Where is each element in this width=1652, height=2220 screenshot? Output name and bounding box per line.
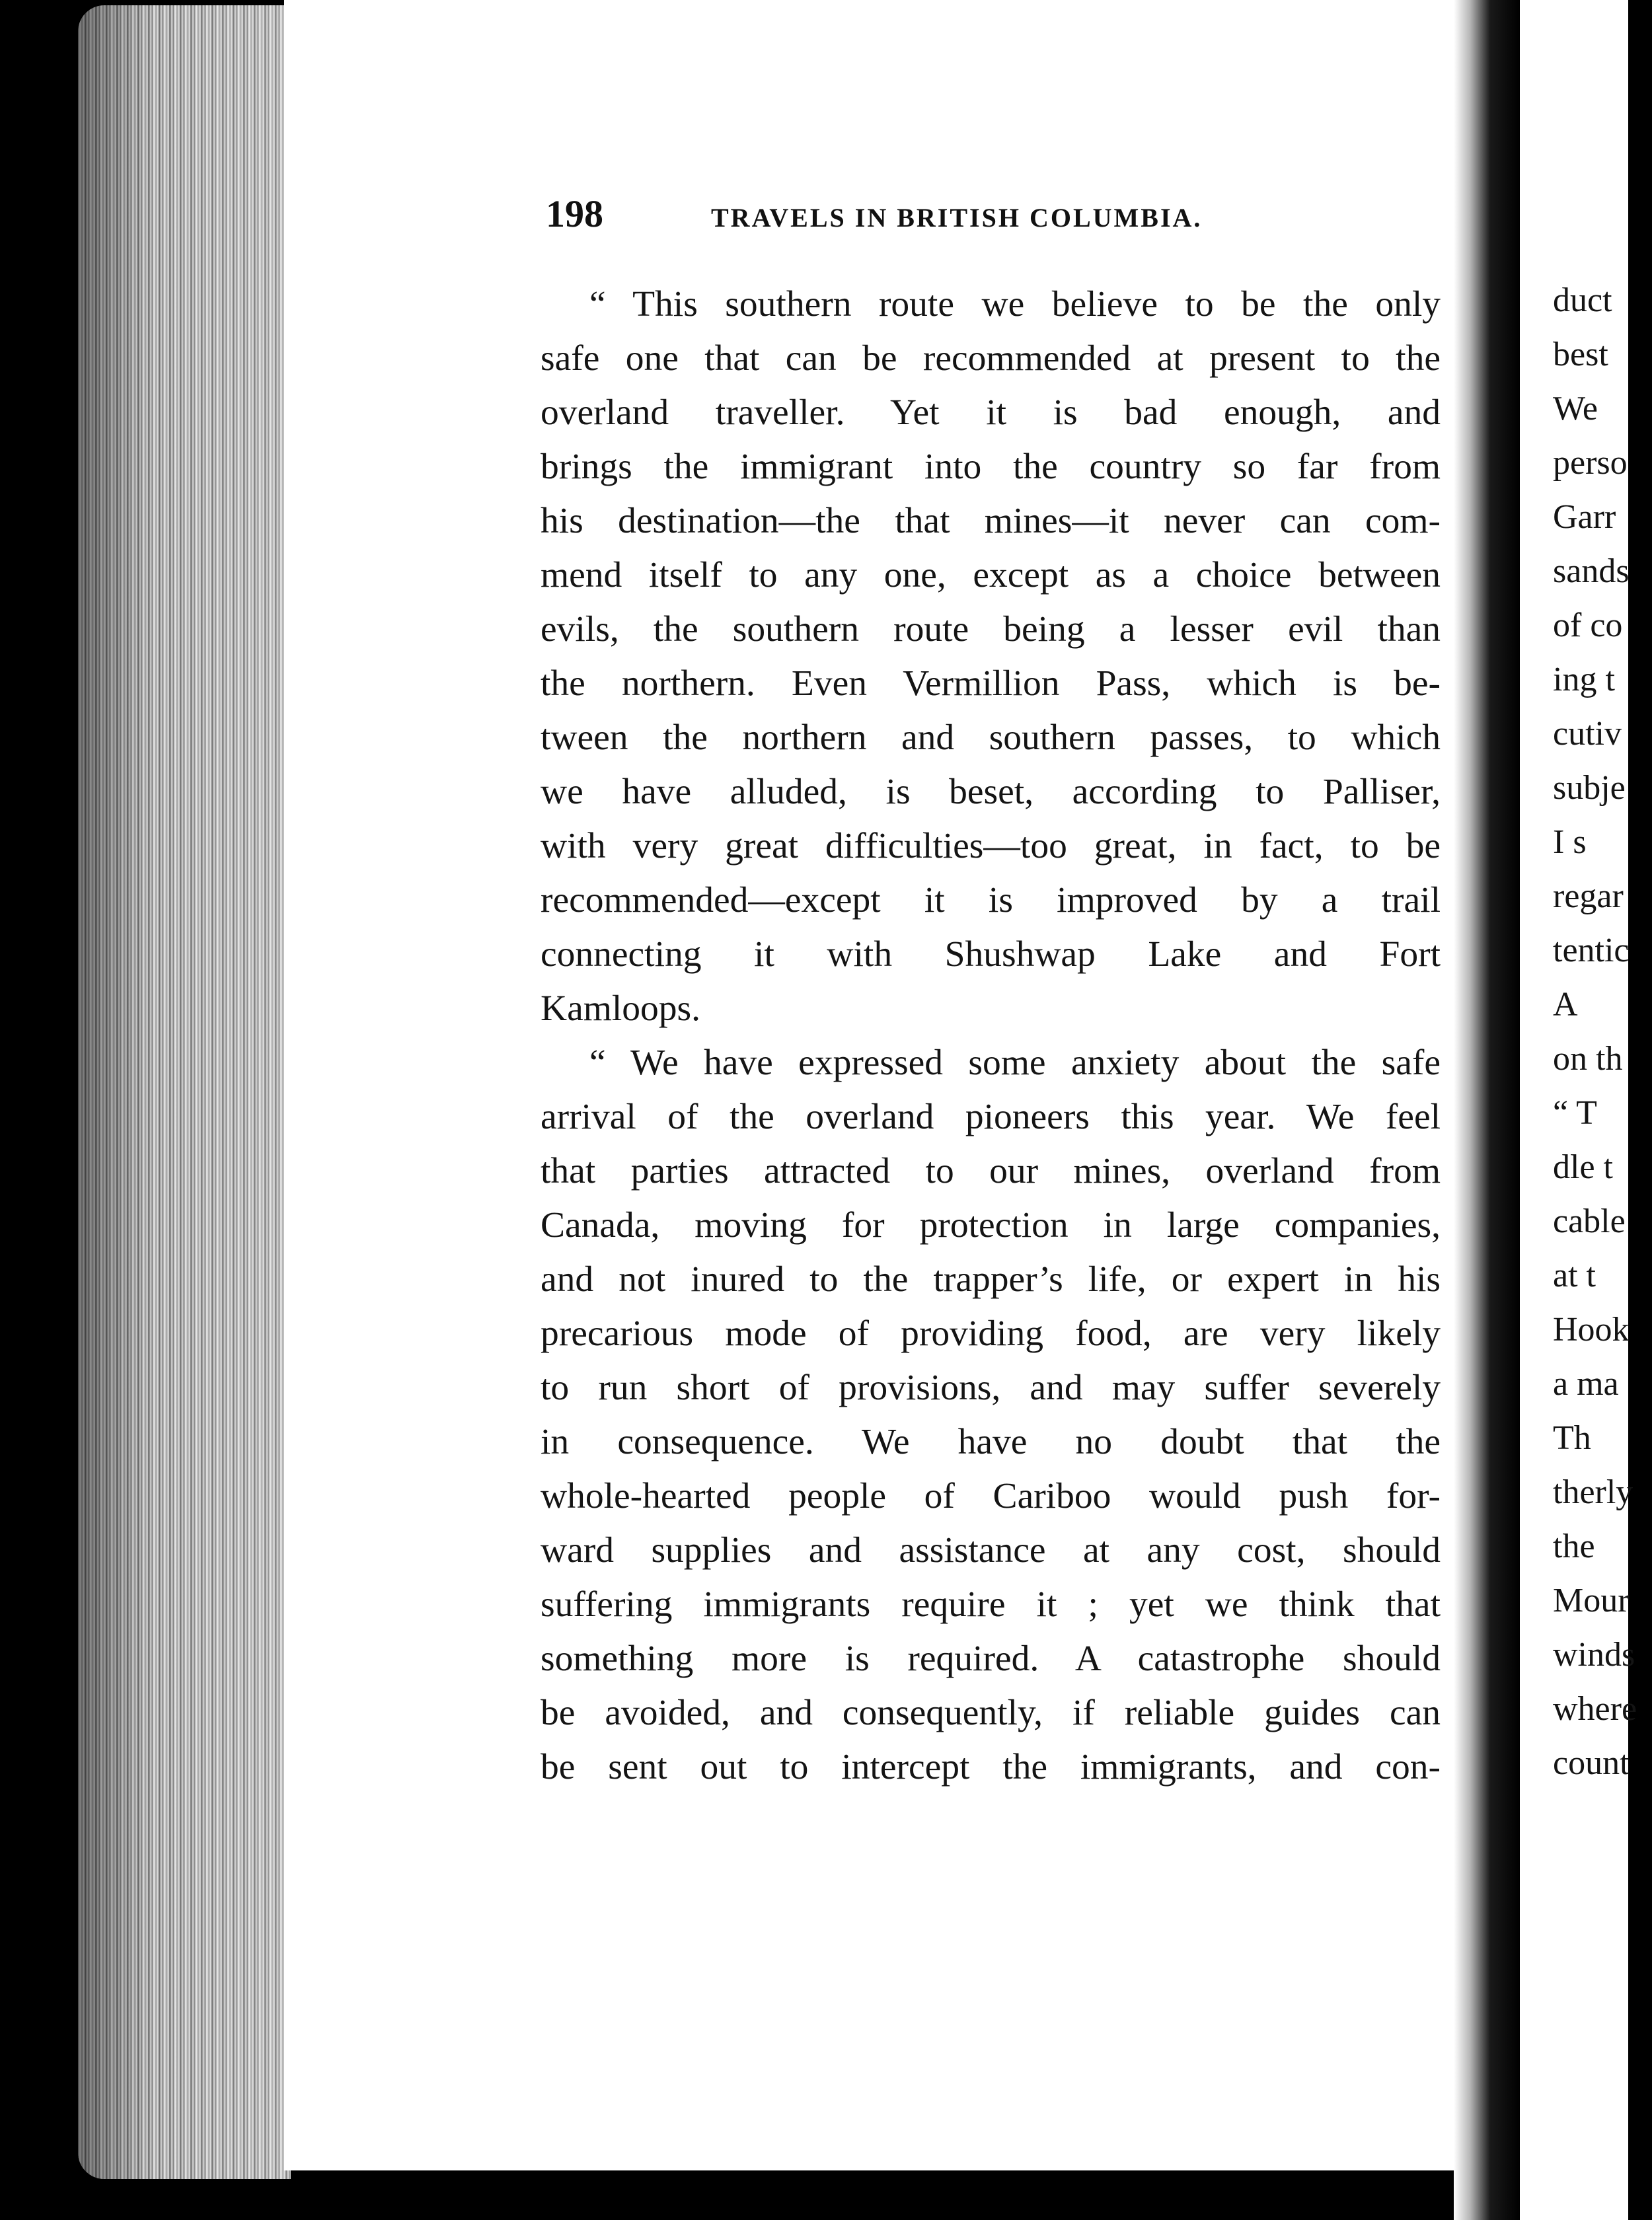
fragment-line: duct	[1553, 281, 1612, 319]
body-text	[541, 278, 1441, 1794]
fragment-line: subje	[1553, 769, 1626, 807]
fragment-line: perso	[1553, 444, 1628, 482]
text-line: we have alluded, is beset, according to Palliser,	[541, 772, 1441, 812]
fragment-line: therly	[1553, 1473, 1633, 1511]
fragment-line: Mour	[1553, 1582, 1630, 1619]
fragment-line: Hook	[1553, 1311, 1630, 1349]
text-line: to run short of provisions, and may suffer severely	[541, 1368, 1441, 1408]
text-line: connecting it with Shushwap Lake and Fort	[541, 934, 1441, 975]
fragment-line: ing t	[1553, 661, 1615, 698]
text-line: the northern. Even Vermillion Pass, which is be-	[541, 663, 1441, 704]
text-line: his destination—the that mines—it never can com-	[541, 501, 1441, 541]
text-line: tween the northern and southern passes, to which	[541, 718, 1441, 758]
fragment-line: best	[1553, 336, 1608, 373]
fragment-line: cable	[1553, 1202, 1626, 1240]
running-head-title: TRAVELS IN BRITISH COLUMBIA.	[711, 203, 1203, 233]
fragment-line: of co	[1553, 607, 1623, 644]
fragment-line: where	[1553, 1690, 1637, 1728]
text-line: Kamloops.	[541, 988, 701, 1029]
text-line: Canada, moving for protection in large companies,	[541, 1205, 1441, 1245]
text-line: that parties attracted to our mines, overland from	[541, 1151, 1441, 1191]
fragment-line: a ma	[1553, 1365, 1619, 1403]
fragment-line: dle t	[1553, 1148, 1613, 1186]
text-line: ward supplies and assistance at any cost, should	[541, 1530, 1441, 1571]
text-line: brings the immigrant into the country so far from	[541, 447, 1441, 487]
fragment-line: cutiv	[1553, 715, 1622, 753]
fragment-line: A	[1553, 986, 1578, 1023]
text-line: be sent out to intercept the immigrants, and con-	[541, 1747, 1441, 1787]
text-line: something more is required. A catastrophe should	[541, 1639, 1441, 1679]
fragment-line: “ T	[1553, 1094, 1597, 1132]
fragment-line: count	[1553, 1744, 1630, 1782]
text-line: evils, the southern route being a lesser evil than	[541, 609, 1441, 649]
text-line: mend itself to any one, except as a choice between	[541, 555, 1441, 595]
fragment-line: Th	[1553, 1419, 1591, 1457]
fragment-line: tentic	[1553, 932, 1630, 969]
book-gutter	[1454, 0, 1520, 2220]
text-line: whole-hearted people of Cariboo would push for-	[541, 1476, 1441, 1516]
text-line: with very great difficulties—too great, in fact, to be	[541, 826, 1441, 866]
text-line: be avoided, and consequently, if reliable guides can	[541, 1693, 1441, 1733]
text-line: precarious mode of providing food, are very likely	[541, 1314, 1441, 1354]
text-line: arrival of the overland pioneers this year. We feel	[541, 1097, 1441, 1137]
fragment-line: sands	[1553, 552, 1630, 590]
text-line: in consequence. We have no doubt that the	[541, 1422, 1441, 1462]
book-page-right-fragment	[1520, 0, 1637, 2220]
text-line: “ This southern route we believe to be the only	[589, 284, 1441, 324]
fragment-line: I s	[1553, 823, 1587, 861]
text-line: “ We have expressed some anxiety about the safe	[589, 1043, 1441, 1083]
fragment-line: Garr	[1553, 498, 1616, 536]
page-number: 198	[546, 192, 603, 235]
fragment-line: at t	[1553, 1257, 1596, 1294]
text-line: recommended—except it is improved by a trail	[541, 880, 1441, 920]
fragment-line: winds	[1553, 1636, 1635, 1674]
fragment-line: the	[1553, 1528, 1595, 1565]
text-line: and not inured to the trapper’s life, or expert in his	[541, 1259, 1441, 1300]
fragment-line: regar	[1553, 877, 1624, 915]
running-head	[546, 192, 1438, 244]
text-line: safe one that can be recommended at present to the	[541, 338, 1441, 379]
fragment-line: We	[1553, 390, 1598, 427]
fragment-line: on th	[1553, 1040, 1623, 1078]
text-line: suffering immigrants require it ; yet we think that	[541, 1584, 1441, 1625]
text-line: overland traveller. Yet it is bad enough, and	[541, 392, 1441, 433]
page-edge-stack	[78, 5, 291, 2179]
